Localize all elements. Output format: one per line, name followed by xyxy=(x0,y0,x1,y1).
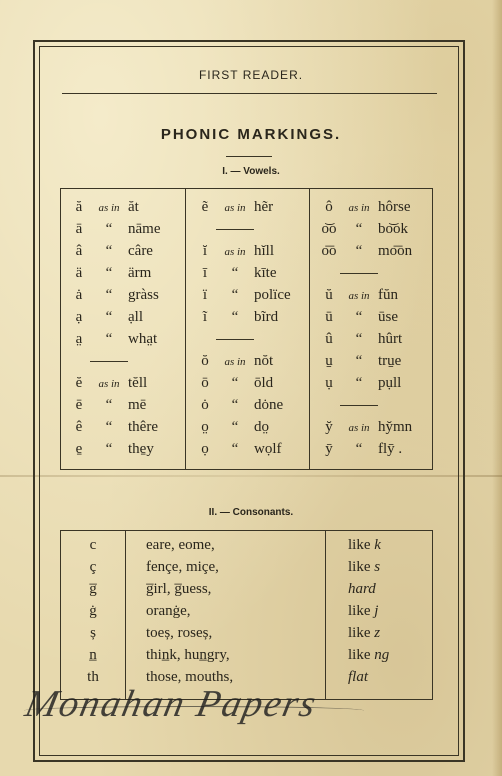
vowel-entry xyxy=(318,440,402,458)
vowels-column-divider xyxy=(309,188,310,470)
vowel-example-word: wha̤t xyxy=(128,331,158,347)
consonant-letter: ș xyxy=(90,625,96,641)
vowel-entry xyxy=(318,418,412,437)
vowel-separator-rule xyxy=(340,273,378,274)
ditto-mark: “ xyxy=(105,397,113,413)
ditto-mark: “ xyxy=(355,353,363,369)
vowel-example-word: wọlf xyxy=(254,441,282,457)
vowel-symbol: ŭ xyxy=(325,287,333,303)
vowel-example-word: do̤ xyxy=(254,419,269,435)
vowel-symbol: ạ xyxy=(75,309,83,325)
vowel-example-word: the̱y xyxy=(128,441,154,457)
consonant-examples: eare, eome, xyxy=(146,537,215,553)
vowel-entry xyxy=(68,242,153,260)
vowel-entry xyxy=(194,374,273,392)
vowel-example-word: nŏt xyxy=(254,353,274,369)
vowel-entry xyxy=(318,220,408,238)
vowel-entry xyxy=(68,440,154,458)
vowel-example-word: câre xyxy=(128,243,153,259)
vowel-example-word: ärm xyxy=(128,265,152,281)
vowel-symbol: ū xyxy=(325,309,333,325)
consonant-sound-value: k xyxy=(374,537,381,553)
vowel-symbol: ī xyxy=(202,265,208,281)
page-title: PHONIC MARKINGS. xyxy=(160,126,342,143)
vowel-symbol: e̱ xyxy=(75,441,83,457)
vowel-entry xyxy=(194,352,273,371)
as-in-label: as in xyxy=(348,202,370,214)
ditto-mark: “ xyxy=(355,375,363,391)
ditto-mark: “ xyxy=(105,309,113,325)
vowel-example-word: ūse xyxy=(378,309,398,325)
consonant-like-word: like xyxy=(348,603,371,619)
title-rule xyxy=(226,156,272,157)
vowel-example-word: mo͞on xyxy=(378,243,413,259)
consonant-letter: th xyxy=(87,669,99,685)
ditto-mark: “ xyxy=(105,221,113,237)
consonant-examples: oranġe, xyxy=(146,603,191,619)
vowel-symbol: ŏ xyxy=(201,353,209,369)
vowel-entry xyxy=(318,374,401,392)
vowel-entry xyxy=(318,242,412,260)
ditto-mark: “ xyxy=(231,441,239,457)
ditto-mark: “ xyxy=(105,441,113,457)
vowel-example-word: hẽr xyxy=(254,199,274,215)
vowel-entry xyxy=(68,418,158,436)
consonant-examples: g̅irl, g̅uess, xyxy=(146,581,212,597)
consonant-sound xyxy=(348,581,376,598)
vowel-symbol: ụ xyxy=(325,375,333,391)
watermark-flourish xyxy=(24,706,364,715)
vowel-example-word: hy̆mn xyxy=(378,419,413,435)
vowel-symbol: û xyxy=(325,331,333,347)
ditto-mark: “ xyxy=(231,309,239,325)
vowel-entry xyxy=(68,330,157,348)
vowel-example-word: mē xyxy=(128,397,147,413)
vowel-example-word: hĭll xyxy=(254,243,275,259)
consonant-sound xyxy=(348,647,389,664)
vowel-entry xyxy=(194,264,277,282)
vowel-example-word: fŭn xyxy=(378,287,398,303)
vowel-symbol: a̤ xyxy=(75,331,83,347)
vowel-symbol: u̱ xyxy=(325,353,333,369)
vowel-example-word: hôrse xyxy=(378,199,411,215)
vowel-symbol: ă xyxy=(75,199,83,215)
vowel-example-word: ăt xyxy=(128,199,139,215)
vowel-symbol: â xyxy=(75,243,83,259)
vowel-entry xyxy=(194,286,291,304)
consonant-sound xyxy=(348,669,368,686)
vowel-example-word: flȳ . xyxy=(378,441,403,457)
vowel-entry xyxy=(318,330,402,348)
vowel-example-word: bo͝ok xyxy=(378,221,408,237)
consonant-sound xyxy=(348,625,380,642)
vowel-entry xyxy=(318,286,398,305)
running-header: FIRST READER. xyxy=(198,68,304,82)
vowel-entry xyxy=(318,352,401,370)
vowel-symbol: ĩ xyxy=(202,309,208,325)
consonants-section-label: II. — Consonants. xyxy=(208,507,294,518)
vowel-symbol: ä xyxy=(75,265,83,281)
vowel-symbol: ē xyxy=(75,397,83,413)
ditto-mark: “ xyxy=(105,419,113,435)
consonant-sound-value: s xyxy=(374,559,381,575)
vowel-symbol: ō xyxy=(201,375,209,391)
vowel-separator-rule xyxy=(216,229,254,230)
vowel-group-separator xyxy=(194,220,254,238)
ditto-mark: “ xyxy=(355,441,363,457)
vowel-entry xyxy=(68,198,139,217)
vowel-separator-rule xyxy=(340,405,378,406)
vowel-symbol: ȧ xyxy=(75,287,83,303)
consonant-letter: n̲ xyxy=(89,647,97,663)
vowel-symbol: ĕ xyxy=(75,375,83,391)
header-rule xyxy=(62,93,437,94)
consonant-like-word: like xyxy=(348,559,371,575)
vowel-symbol: ĭ xyxy=(202,243,208,259)
consonant-letter: g̅ xyxy=(89,581,97,597)
vowel-example-word: ạll xyxy=(128,309,143,325)
vowels-column-divider xyxy=(185,188,186,470)
consonant-sound xyxy=(348,559,380,576)
vowel-entry xyxy=(194,242,274,261)
consonants-column-divider xyxy=(325,530,326,700)
ditto-mark: “ xyxy=(105,265,113,281)
ditto-mark: “ xyxy=(231,287,239,303)
consonant-like-word: like xyxy=(348,625,371,641)
consonant-like-word: like xyxy=(348,647,371,663)
as-in-label: as in xyxy=(224,202,246,214)
as-in-label: as in xyxy=(98,202,120,214)
vowel-example-word: polïce xyxy=(254,287,291,303)
vowel-entry xyxy=(68,308,143,326)
as-in-label: as in xyxy=(348,422,370,434)
vowel-example-word: ōld xyxy=(254,375,274,391)
ditto-mark: “ xyxy=(231,265,239,281)
vowel-entry xyxy=(68,374,147,393)
vowel-entry xyxy=(68,220,160,238)
paper-edge-shadow xyxy=(492,0,502,776)
ditto-mark: “ xyxy=(355,243,363,259)
consonant-letter: ġ xyxy=(89,603,97,619)
ditto-mark: “ xyxy=(231,419,239,435)
vowel-group-separator xyxy=(318,396,378,414)
vowel-symbol: ẽ xyxy=(201,199,209,215)
ditto-mark: “ xyxy=(355,221,363,237)
vowels-section-label: I. — Vowels. xyxy=(222,166,280,177)
consonant-sound xyxy=(348,537,381,554)
consonant-letter: c xyxy=(89,537,97,553)
ditto-mark: “ xyxy=(355,331,363,347)
consonant-examples: those, mouths, xyxy=(146,669,234,685)
vowel-group-separator xyxy=(194,330,254,348)
vowel-entry xyxy=(318,198,411,217)
vowel-symbol: o͞o xyxy=(321,243,337,259)
consonant-letter: ç xyxy=(89,559,97,575)
vowel-symbol: y̆ xyxy=(325,419,333,435)
vowel-group-separator xyxy=(68,352,128,370)
vowel-symbol: ȯ xyxy=(201,397,209,413)
consonant-sound-value: flat xyxy=(348,669,369,685)
vowel-entry xyxy=(68,396,146,414)
consonant-examples: toeș, roseș, xyxy=(146,625,213,641)
vowel-symbol: ȳ xyxy=(325,441,333,457)
ditto-mark: “ xyxy=(105,331,113,347)
vowel-entry xyxy=(194,198,273,217)
as-in-label: as in xyxy=(98,378,120,390)
vowel-group-separator xyxy=(318,264,378,282)
as-in-label: as in xyxy=(224,246,246,258)
consonant-sound-value: j xyxy=(374,603,379,619)
vowel-entry xyxy=(68,286,159,304)
consonant-sound-value: z xyxy=(374,625,381,641)
vowel-example-word: pụll xyxy=(378,375,402,391)
consonant-examples: fençe, miçe, xyxy=(146,559,219,575)
consonant-examples: thin̲k, hun̲gry, xyxy=(146,647,230,663)
vowel-example-word: tĕll xyxy=(128,375,148,391)
vowel-symbol: o͝o xyxy=(321,221,337,237)
vowel-example-word: kīte xyxy=(254,265,277,281)
vowel-symbol: ā xyxy=(75,221,83,237)
consonant-like-word: like xyxy=(348,537,371,553)
vowel-symbol: ê xyxy=(75,419,83,435)
ditto-mark: “ xyxy=(105,287,113,303)
vowel-entry xyxy=(194,308,278,326)
ditto-mark: “ xyxy=(355,309,363,325)
vowel-entry xyxy=(194,440,282,458)
vowel-symbol: ọ xyxy=(201,441,209,457)
vowel-entry xyxy=(68,264,151,282)
ditto-mark: “ xyxy=(231,375,239,391)
vowel-example-word: hûrt xyxy=(378,331,403,347)
vowel-entry xyxy=(194,396,283,414)
vowel-example-word: tru̱e xyxy=(378,353,402,369)
vowel-entry xyxy=(194,418,269,436)
vowel-symbol: ô xyxy=(325,199,333,215)
vowel-symbol: ï xyxy=(202,287,208,303)
vowel-separator-rule xyxy=(216,339,254,340)
as-in-label: as in xyxy=(348,290,370,302)
as-in-label: as in xyxy=(224,356,246,368)
vowel-example-word: thêre xyxy=(128,419,158,435)
vowel-example-word: gràss xyxy=(128,287,159,303)
vowel-example-word: bĩrd xyxy=(254,309,279,325)
vowel-example-word: nāme xyxy=(128,221,161,237)
consonant-sound-value: hard xyxy=(348,581,376,597)
vowel-symbol: o̤ xyxy=(201,419,209,435)
vowel-entry xyxy=(318,308,398,326)
ditto-mark: “ xyxy=(231,397,239,413)
watermark-logo: Monahan Papers xyxy=(21,683,322,725)
consonant-sound xyxy=(348,603,378,620)
consonant-sound-value: ng xyxy=(374,647,390,663)
ditto-mark: “ xyxy=(105,243,113,259)
vowel-example-word: dȯne xyxy=(254,397,284,413)
vowel-separator-rule xyxy=(90,361,128,362)
